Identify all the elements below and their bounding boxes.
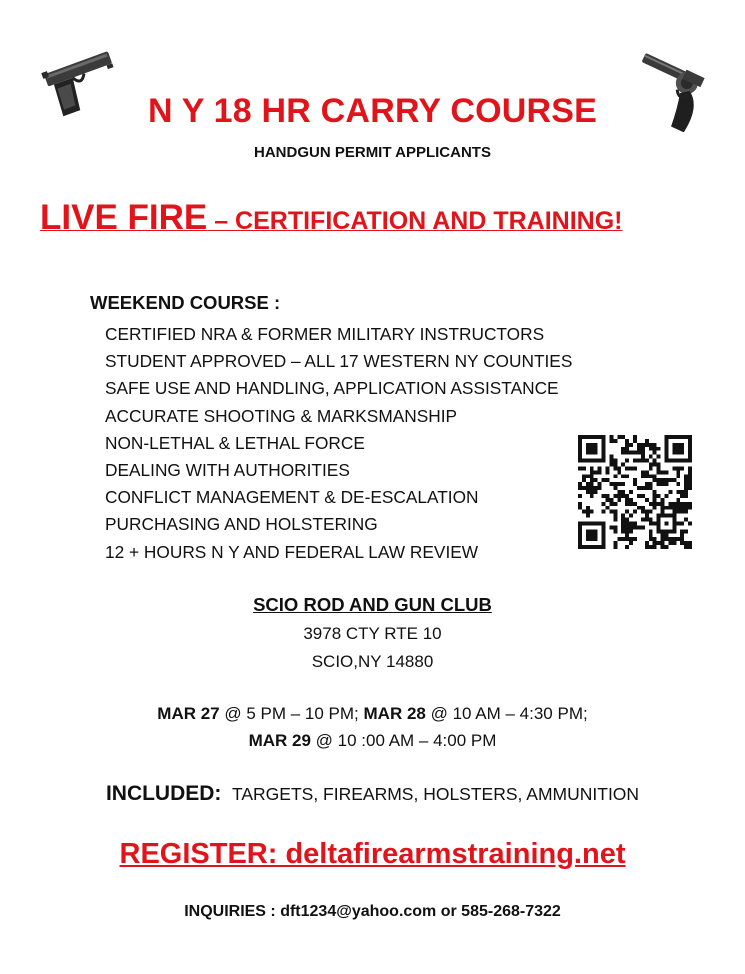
list-item: SAFE USE AND HANDLING, APPLICATION ASSISTANCE bbox=[105, 378, 559, 399]
venue-name-text: SCIO ROD AND GUN CLUB bbox=[253, 594, 492, 615]
list-item: 12 + HOURS N Y AND FEDERAL LAW REVIEW bbox=[105, 541, 479, 562]
list-item: CONFLICT MANAGEMENT & DE-ESCALATION bbox=[105, 487, 479, 508]
course-heading: WEEKEND COURSE : bbox=[90, 292, 281, 313]
schedule-time-1: @ 5 PM – 10 PM; bbox=[219, 704, 364, 723]
list-item: ACCURATE SHOOTING & MARKSMANSHIP bbox=[105, 405, 458, 426]
venue-name bbox=[0, 594, 745, 616]
address-line-1: 3978 CTY RTE 10 bbox=[303, 624, 442, 643]
page-title: N Y 18 HR CARRY COURSE bbox=[147, 92, 598, 130]
feature-list bbox=[105, 321, 572, 566]
list-item: STUDENT APPROVED – ALL 17 WESTERN NY COUNTIES bbox=[105, 351, 573, 372]
list-item: NON-LETHAL & LETHAL FORCE bbox=[105, 432, 365, 453]
list-item: CERTIFIED NRA & FORMER MILITARY INSTRUCTORS bbox=[105, 324, 545, 344]
schedule-time-3: @ 10 :00 AM – 4:00 PM bbox=[310, 731, 497, 750]
schedule-line-2 bbox=[0, 731, 745, 751]
headline-rest: – CERTIFICATION AND TRAINING! bbox=[207, 207, 623, 235]
qr-code bbox=[578, 435, 692, 549]
list-item: PURCHASING AND HOLSTERING bbox=[105, 514, 378, 535]
list-item: DEALING WITH AUTHORITIES bbox=[105, 459, 350, 480]
subtitle: HANDGUN PERMIT APPLICANTS bbox=[254, 144, 491, 161]
headline bbox=[40, 198, 623, 238]
included-items: TARGETS, FIREARMS, HOLSTERS, AMMUNITION bbox=[227, 784, 640, 804]
schedule-time-2: @ 10 AM – 4:30 PM; bbox=[425, 704, 588, 723]
headline-main: LIVE FIRE bbox=[40, 198, 208, 237]
schedule-line-1 bbox=[0, 704, 745, 724]
address-line-2: SCIO,NY 14880 bbox=[311, 652, 434, 671]
schedule-date-2: MAR 28 bbox=[363, 704, 426, 723]
included-line bbox=[0, 782, 745, 806]
schedule-date-1: MAR 27 bbox=[157, 704, 220, 723]
register-link[interactable]: REGISTER: deltafirearmstraining.net bbox=[119, 838, 626, 870]
inquiries-contact: INQUIRIES : dft1234@yahoo.com or 585-268-7322 bbox=[184, 903, 561, 920]
included-label: INCLUDED: bbox=[105, 782, 222, 805]
schedule-date-3: MAR 29 bbox=[248, 731, 311, 750]
